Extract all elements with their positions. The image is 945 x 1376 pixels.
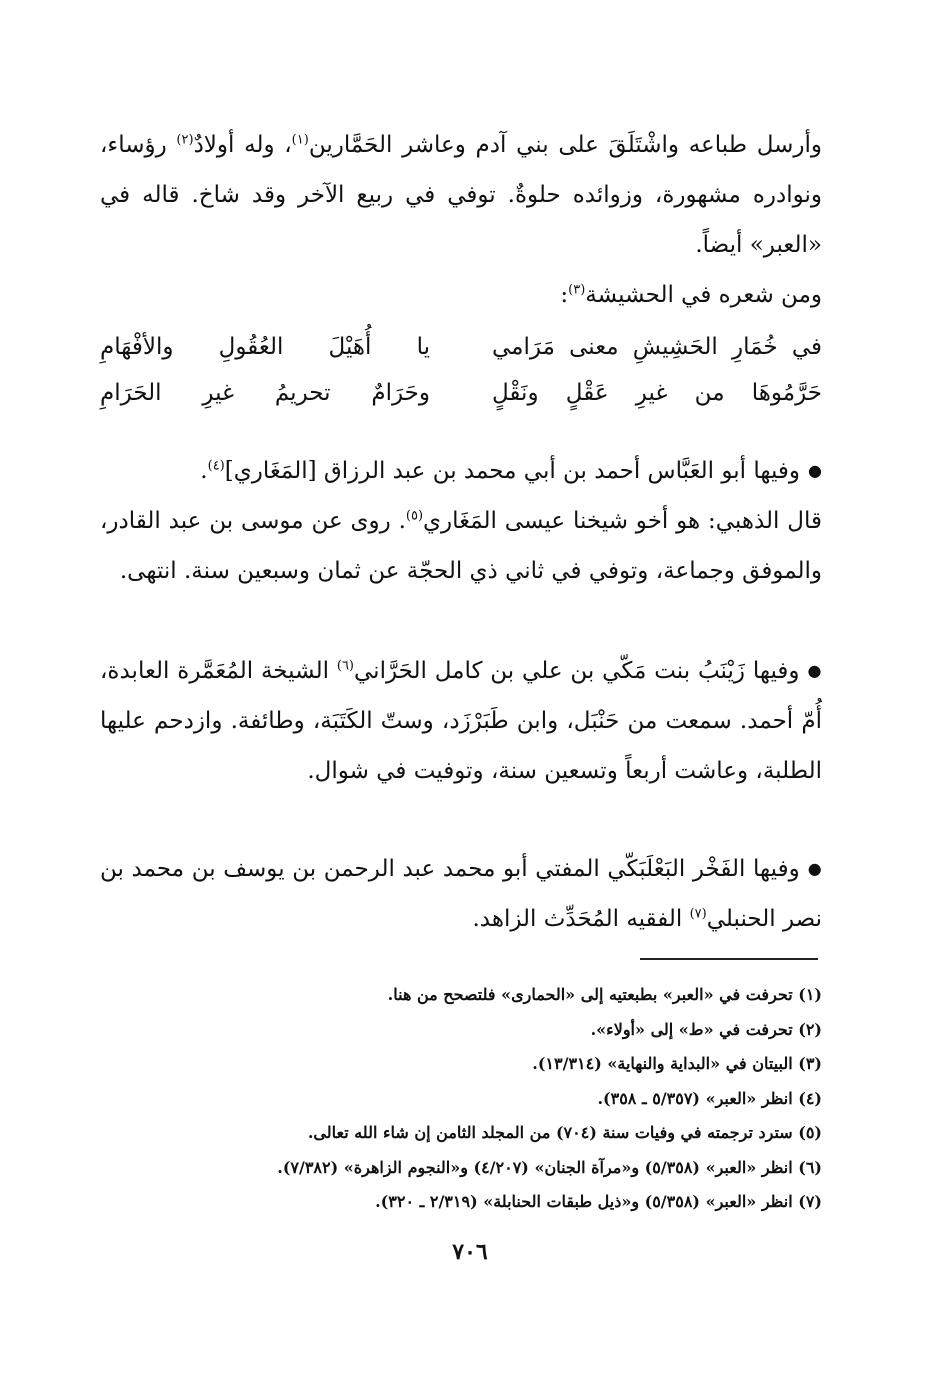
page-number: ٧٠٦	[452, 1239, 488, 1265]
footnote: (٤) انظر «العبر» (٥/٣٥٧ ـ ٣٥٨).	[597, 1088, 822, 1108]
verse-first-hemistich: في خُمَارِ الحَشِيشِ معنى مَرَامي	[492, 334, 822, 360]
text-segment: ومن شعره في الحشيشة	[585, 282, 822, 308]
footnote-divider	[640, 958, 818, 960]
footnote-ref: (٥)	[405, 508, 424, 524]
footnote-ref: (٣)	[568, 282, 586, 298]
footnote: (٢) تحرفت في «ط» إلى «أولاء».	[590, 1019, 822, 1039]
poem-verse	[100, 370, 822, 416]
paragraph-entry-zaynab	[100, 646, 822, 796]
bullet-icon: ●	[808, 461, 822, 480]
text-segment: . روى عن موسى بن عبد القادر، والموفق وجماعة، وتوفي في ثاني ذي الحجّة عن ثمان وسبعين سنة. انتهى.	[100, 508, 822, 584]
footnote: (٥) سترد ترجمته في وفيات سنة (٧٠٤) من المجلد الثامن إن شاء الله تعالى.	[307, 1123, 822, 1142]
text-segment: قال الذهبي: هو أخو شيخنا عيسى المَغَاري	[423, 508, 822, 534]
text-segment: وفيها زَيْنَبُ بنت مَكّي بن علي بن كامل الحَرَّاني	[354, 658, 800, 684]
footnote-ref: (٢)	[176, 132, 194, 148]
footnotes	[100, 978, 822, 1220]
paragraph-dhahabi-quote	[100, 496, 822, 596]
text-segment: وأرسل طباعه واشْتَلَقَ على بني آدم وعاشر الحَمَّارين	[308, 132, 822, 158]
footnote: (٦) انظر «العبر» (٥/٣٥٨) و«مرآة الجنان» (٤/٢٠٧) و«النجوم الزاهرة» (٧/٣٨٢).	[277, 1157, 822, 1177]
poem-verse	[100, 324, 822, 370]
text-segment: الفقيه المُحَدِّث الزاهد.	[472, 906, 690, 932]
text-segment: وفيها الفَخْر البَعْلَبَكّي المفتي أبو محمد عبد الرحمن بن يوسف بن محمد بن نصر الحنبلي	[100, 856, 822, 932]
bullet-icon: ●	[807, 661, 822, 680]
footnote: (١) تحرفت في «العبر» بطبعتيه إلى «الحمارى» فلتصحح من هنا.	[387, 985, 822, 1004]
paragraph-entry-baalbakki	[100, 844, 822, 944]
text-segment: :	[560, 282, 569, 308]
text-segment: الشيخة المُعَمَّرة العابدة، أُمّ أحمد. سمعت من حَنْبَل، وابن طَبَرْزَد، وستّ الكَتَبَة، وطائفة. وازدحم عليها الطلبة، وعاشت أربعاً وتسعين سنة، وتوفيت في شوال.	[100, 658, 822, 784]
verse-second-hemistich: يا أُهَيْلَ العُقُولِ والأفْهَامِ	[100, 334, 430, 360]
verse-second-hemistich: وحَرَامٌ تحريمُ غيرِ الحَرَامِ	[100, 380, 430, 406]
bullet-icon: ●	[807, 859, 822, 878]
footnote-ref: (٧)	[689, 906, 707, 922]
text-segment: ، وله أولادٌ	[193, 132, 292, 158]
paragraph-biography-continuation	[100, 120, 822, 270]
footnote: (٧) انظر «العبر» (٥/٣٥٨) و«ذيل طبقات الحنابلة» (٢/٣١٩ ـ ٣٢٠).	[375, 1192, 822, 1211]
footnote: (٣) البيتان في «البداية والنهاية» (١٣/٣١٤).	[532, 1054, 822, 1073]
poem	[100, 324, 822, 416]
paragraph-poem-intro	[100, 270, 822, 320]
text-segment: .	[200, 458, 208, 484]
verse-first-hemistich: حَرَّمُوهَا من غيرِ عَقْلٍ ونَقْلٍ	[492, 380, 822, 406]
footnote-ref: (٦)	[336, 658, 354, 674]
text-segment: رؤساء، ونوادره مشهورة، وزوائده حلوةٌ. توفي في ربيع الآخر وقد شاخ. قاله في «العبر» أيضاً.	[100, 132, 822, 258]
text-segment: وفيها أبو العَبَّاس أحمد بن أبي محمد بن عبد الرزاق [المَغَاري]	[224, 458, 801, 484]
paragraph-entry-almaghari	[100, 446, 822, 496]
footnote-ref: (٤)	[207, 458, 225, 474]
footnote-ref: (١)	[291, 132, 309, 148]
